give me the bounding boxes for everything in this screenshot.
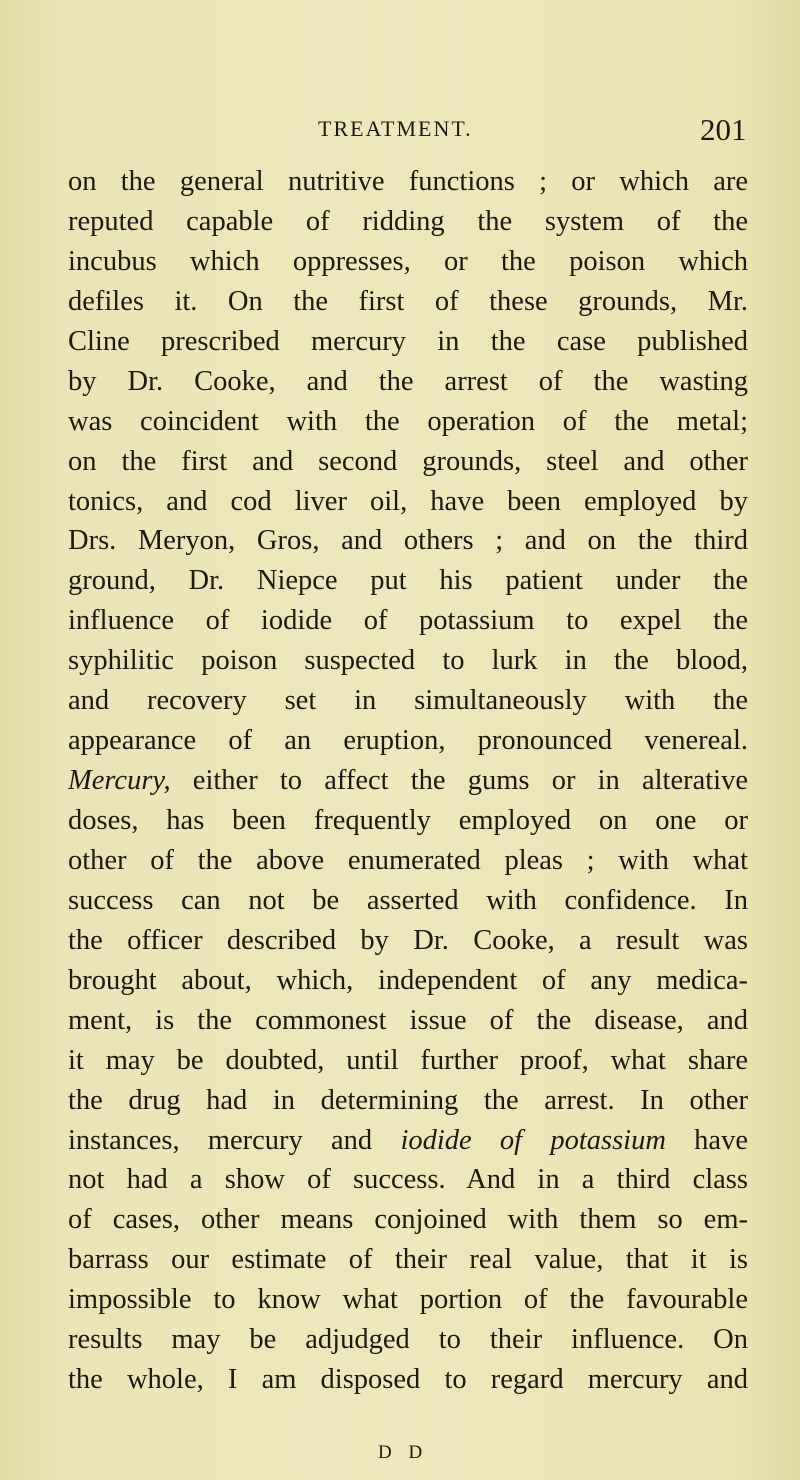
text-line: Mercury, either to affect the gums or in alterative xyxy=(68,765,748,797)
text-line: defiles it. On the first of these grounds, Mr. xyxy=(68,285,748,317)
signature-mark: D D xyxy=(378,1442,429,1463)
text-line: instances, mercury and iodide of potassium have xyxy=(68,1124,748,1156)
text-line: impossible to know what portion of the favourable xyxy=(68,1284,748,1316)
text-line: and recovery set in simultaneously with the xyxy=(68,685,748,717)
text-line: ground, Dr. Niepce put his patient under the xyxy=(68,565,748,597)
text-line: Drs. Meryon, Gros, and others ; and on the third xyxy=(68,525,748,557)
text-line: incubus which oppresses, or the poison which xyxy=(68,245,748,277)
text-line: syphilitic poison suspected to lurk in the blood, xyxy=(68,645,748,677)
text-line: not had a show of success. And in a third class xyxy=(68,1164,748,1196)
running-head: TREATMENT. xyxy=(318,116,473,141)
text-line: results may be adjudged to their influence. On xyxy=(68,1324,748,1356)
page-number: 201 xyxy=(700,112,747,147)
italic-term: Mercury, xyxy=(68,765,171,797)
page-header xyxy=(0,112,800,152)
italic-term: iodide of potassium xyxy=(400,1124,666,1156)
text-line: by Dr. Cooke, and the arrest of the wasting xyxy=(68,365,748,397)
text-line: reputed capable of ridding the system of the xyxy=(68,205,748,237)
text-line: doses, has been frequently employed on one or xyxy=(68,805,748,836)
text-line: appearance of an eruption, pronounced venereal. xyxy=(68,725,748,757)
text-line: was coincident with the operation of the metal; xyxy=(68,405,748,437)
text-line: tonics, and cod liver oil, have been employed by xyxy=(68,485,748,517)
text-line: on the first and second grounds, steel and other xyxy=(68,445,748,477)
text-line: success can not be asserted with confidence. In xyxy=(68,884,748,916)
text-line: it may be doubted, until further proof, what share xyxy=(68,1044,748,1076)
text-line: influence of iodide of potassium to expel the xyxy=(68,605,748,637)
text-line: other of the above enumerated pleas ; with what xyxy=(68,844,748,876)
text-line: the whole, I am disposed to regard mercury and xyxy=(68,1364,748,1396)
text-line: the officer described by Dr. Cooke, a result was xyxy=(68,924,748,956)
text-line: ment, is the commonest issue of the disease, and xyxy=(68,1004,748,1036)
text-line: brought about, which, independent of any medica- xyxy=(68,964,748,996)
body-text xyxy=(68,162,748,1400)
text-line: the drug had in determining the arrest. In other xyxy=(68,1084,748,1116)
text-line: barrass our estimate of their real value, that it is xyxy=(68,1244,748,1276)
text-line: on the general nutritive functions ; or which are xyxy=(68,166,748,197)
text-line: Cline prescribed mercury in the case published xyxy=(68,325,748,357)
text-line: of cases, other means conjoined with them so em- xyxy=(68,1204,748,1236)
